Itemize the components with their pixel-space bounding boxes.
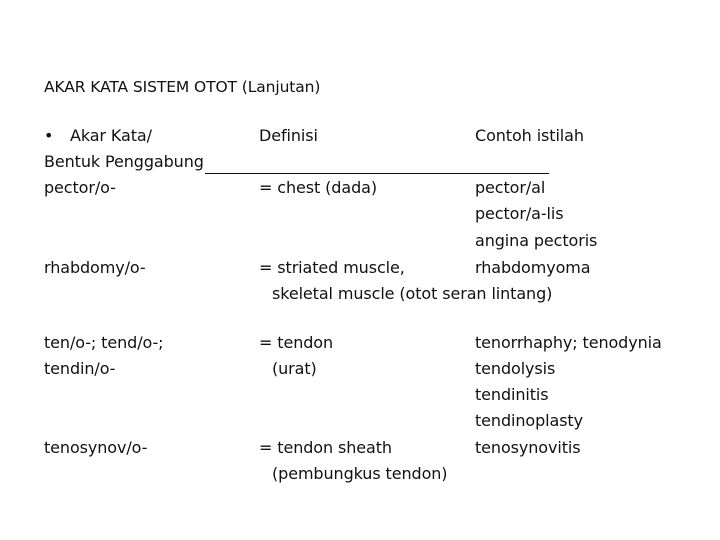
row-3-example-2: tendolysis: [475, 359, 556, 378]
row-3-example-1: tenorrhaphy; tenodynia: [475, 333, 662, 352]
row-3-root-line1: ten/o-; tend/o-;: [44, 333, 164, 352]
header-root-column: [44, 123, 152, 149]
row-2-root: rhabdomy/o-: [44, 258, 146, 277]
row-3-root-line2: tendin/o-: [44, 359, 116, 378]
row-1-example-3: angina pectoris: [475, 231, 598, 250]
row-4-definition-line2: (pembungkus tendon): [272, 464, 448, 483]
row-3-definition-line2: (urat): [272, 359, 317, 378]
row-3-example-3: tendinitis: [475, 385, 549, 404]
header-definition-label: Definisi: [259, 126, 318, 145]
row-4-example-1: tenosynovitis: [475, 438, 581, 457]
row-1-root: pector/o-: [44, 178, 116, 197]
row-4-root: tenosynov/o-: [44, 438, 148, 457]
row-3-definition-line1: = tendon: [259, 333, 334, 352]
bullet-icon: •: [44, 126, 54, 145]
row-3-example-4: tendinoplasty: [475, 411, 583, 430]
row-4-definition-line1: = tendon sheath: [259, 438, 392, 457]
header-underline: [205, 173, 549, 174]
header-root-label-line1: Akar Kata/: [70, 126, 152, 145]
row-1-example-1: pector/al: [475, 178, 546, 197]
row-1-definition: = chest (dada): [259, 178, 377, 197]
header-examples-label: Contoh istilah: [475, 126, 584, 145]
header-root-label-line2: Bentuk Penggabung: [44, 152, 204, 171]
row-1-example-2: pector/a-lis: [475, 204, 564, 223]
row-2-definition-line1: = striated muscle,: [259, 258, 405, 277]
slide-title: AKAR KATA SISTEM OTOT (Lanjutan): [44, 78, 321, 96]
row-2-example-1: rhabdomyoma: [475, 258, 591, 277]
row-2-definition-line2: skeletal muscle (otot seran lintang): [272, 284, 553, 303]
